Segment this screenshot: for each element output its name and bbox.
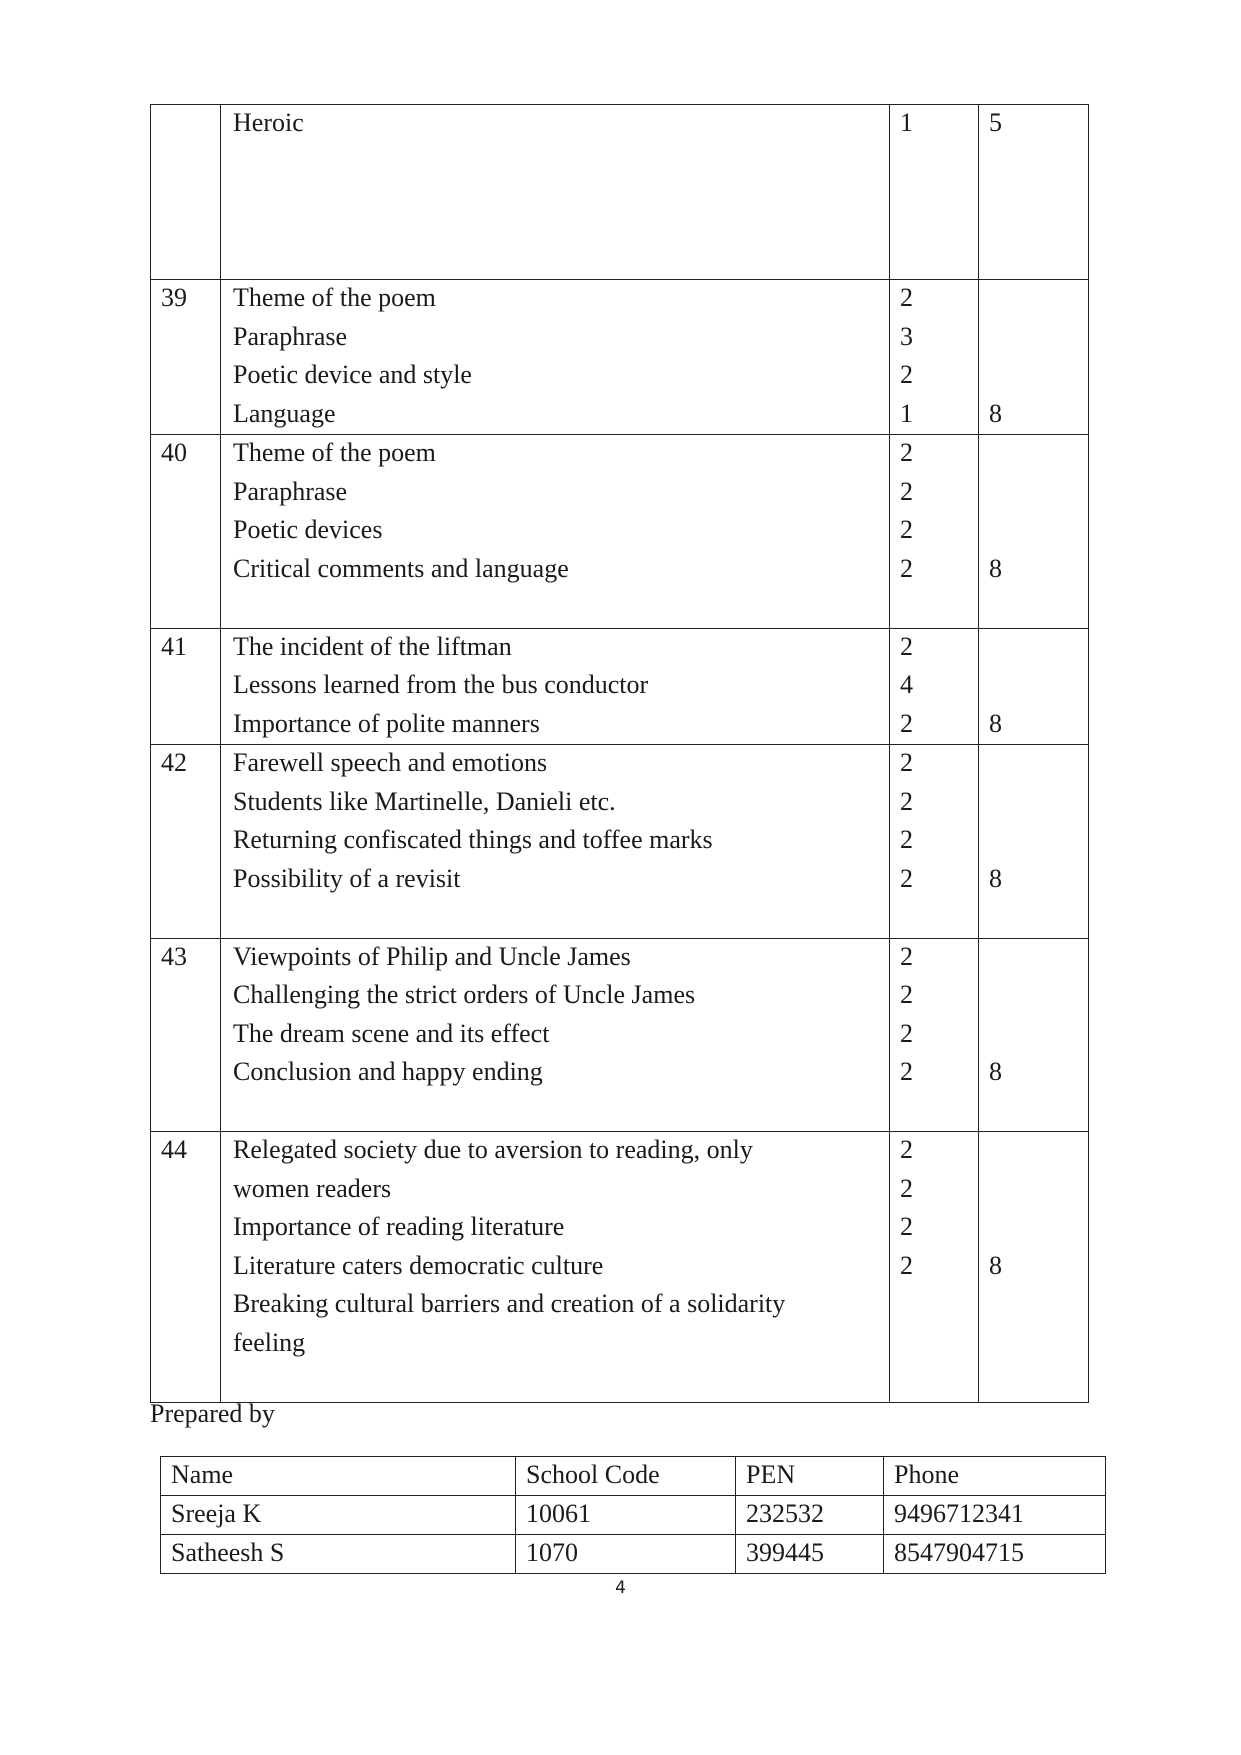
value-point: Farewell speech and emotions: [233, 748, 548, 777]
question-number-text: 41: [161, 631, 187, 661]
total-mark: [989, 822, 1088, 861]
value-point: [233, 1363, 889, 1402]
authors-header-school-code: School Code: [516, 1457, 736, 1496]
point-mark-cell: [890, 435, 979, 629]
point-mark: 2: [900, 553, 913, 583]
author-phone: 9496712341: [884, 1496, 1106, 1535]
page-number: 4: [615, 1578, 626, 1598]
total-mark: [989, 1093, 1088, 1132]
value-point: [233, 221, 889, 260]
question-number: [151, 745, 221, 939]
value-point-cell: [221, 105, 890, 280]
question-number: [151, 1132, 221, 1403]
point-mark: 2: [900, 941, 913, 971]
value-point: [233, 899, 889, 938]
total-mark: [989, 667, 1088, 706]
point-mark: [900, 1325, 978, 1364]
point-mark-cell: [890, 1132, 979, 1403]
marking-scheme-table: [150, 104, 1089, 1403]
point-mark-cell: [890, 938, 979, 1132]
point-mark: 2: [900, 631, 913, 661]
point-mark-cell: [890, 628, 979, 745]
total-mark-cell: [979, 938, 1089, 1132]
point-mark: [900, 1363, 978, 1402]
point-mark: [900, 589, 978, 628]
value-point: The dream scene and its effect: [233, 1018, 550, 1048]
question-row: [151, 435, 1089, 629]
point-mark: 2: [900, 1057, 913, 1086]
value-point-cell: [221, 280, 890, 435]
value-point: Theme of the poem: [233, 438, 436, 467]
total-mark: [989, 221, 1088, 260]
point-mark: 2: [900, 1212, 913, 1241]
point-mark: [900, 182, 978, 221]
total-mark: 8: [989, 708, 1002, 738]
point-mark: 2: [900, 786, 913, 816]
total-mark: [989, 745, 1088, 784]
point-mark: 4: [900, 670, 913, 699]
author-row: [161, 1496, 1106, 1535]
question-row: [151, 280, 1089, 435]
marking-scheme-body: [151, 105, 1089, 1403]
value-point-cell: [221, 1132, 890, 1403]
author-pen: 399445: [736, 1535, 884, 1574]
value-point-cell: [221, 745, 890, 939]
value-point-cell: [221, 938, 890, 1132]
point-mark: [900, 899, 978, 938]
total-mark: [989, 319, 1088, 358]
question-number-text: [161, 105, 220, 144]
point-mark: 2: [900, 515, 913, 544]
author-school-code: 10061: [516, 1496, 736, 1535]
value-point: Paraphrase: [233, 321, 348, 351]
total-mark: [989, 1132, 1088, 1171]
point-mark: 3: [900, 321, 913, 351]
value-point: Poetic device and style: [233, 360, 472, 389]
value-point-cell: [221, 628, 890, 745]
authors-table: [160, 1456, 1106, 1574]
value-point: Challenging the strict orders of Uncle James: [233, 980, 696, 1009]
point-mark: 2: [900, 748, 913, 777]
value-point: Importance of reading literature: [233, 1212, 565, 1241]
value-point: [233, 144, 889, 183]
value-point: Breaking cultural barriers and creation of a solidarity: [233, 1289, 786, 1318]
total-mark: [989, 357, 1088, 396]
total-mark: [989, 899, 1088, 938]
question-number: [151, 105, 221, 280]
total-mark: [989, 474, 1088, 513]
question-number-text: 39: [161, 283, 187, 312]
question-row: [151, 745, 1089, 939]
value-point: Students like Martinelle, Danieli etc.: [233, 786, 616, 816]
author-school-code: 1070: [516, 1535, 736, 1574]
total-mark: [989, 435, 1088, 474]
point-mark: 2: [900, 1250, 913, 1280]
total-mark: [989, 1363, 1088, 1402]
value-point: Viewpoints of Philip and Uncle James: [233, 941, 631, 971]
question-number-text: 42: [161, 748, 187, 777]
total-mark: 8: [989, 1250, 1002, 1280]
question-number-text: 44: [161, 1135, 187, 1164]
author-name: Sreeja K: [161, 1496, 516, 1535]
authors-header-name: Name: [161, 1457, 516, 1496]
value-point: Importance of polite manners: [233, 708, 540, 738]
author-phone: 8547904715: [884, 1535, 1106, 1574]
total-mark: [989, 589, 1088, 628]
authors-header-row: [161, 1457, 1106, 1496]
total-mark: 5: [989, 108, 1002, 137]
question-number: [151, 280, 221, 435]
total-mark: [989, 144, 1088, 183]
point-mark: 2: [900, 476, 913, 506]
point-mark: 2: [900, 360, 913, 389]
total-mark-cell: [979, 105, 1089, 280]
total-mark: [989, 1171, 1088, 1210]
value-point: Literature caters democratic culture: [233, 1250, 604, 1280]
total-mark: 8: [989, 863, 1002, 893]
question-row: [151, 1132, 1089, 1403]
point-mark: [900, 144, 978, 183]
point-mark-cell: [890, 280, 979, 435]
value-point: Critical comments and language: [233, 553, 569, 583]
point-mark: 2: [900, 283, 913, 312]
value-point: Theme of the poem: [233, 283, 436, 312]
point-mark-cell: [890, 745, 979, 939]
value-point: Language: [233, 398, 336, 428]
total-mark-cell: [979, 745, 1089, 939]
value-point: Poetic devices: [233, 515, 383, 544]
question-row: [151, 105, 1089, 280]
value-point: women readers: [233, 1173, 392, 1203]
authors-header-pen: PEN: [736, 1457, 884, 1496]
authors-header-phone: Phone: [884, 1457, 1106, 1496]
author-pen: 232532: [736, 1496, 884, 1535]
total-mark-cell: [979, 435, 1089, 629]
point-mark-cell: [890, 105, 979, 280]
question-number-text: 40: [161, 438, 187, 467]
point-mark: 2: [900, 438, 913, 467]
total-mark: [989, 512, 1088, 551]
value-point: Possibility of a revisit: [233, 863, 461, 893]
question-number: [151, 938, 221, 1132]
value-point: Relegated society due to aversion to reading, only: [233, 1135, 753, 1164]
point-mark: 2: [900, 1173, 913, 1203]
total-mark-cell: [979, 1132, 1089, 1403]
total-mark: [989, 1286, 1088, 1325]
point-mark: [900, 1093, 978, 1132]
point-mark: 1: [900, 398, 913, 428]
value-point: Lessons learned from the bus conductor: [233, 670, 649, 699]
total-mark: 8: [989, 553, 1002, 583]
point-mark: 2: [900, 1018, 913, 1048]
value-point-cell: [221, 435, 890, 629]
value-point: Heroic: [233, 108, 304, 137]
point-mark: 2: [900, 1135, 913, 1164]
point-mark: 2: [900, 980, 913, 1009]
total-mark-cell: [979, 280, 1089, 435]
total-mark: [989, 1325, 1088, 1364]
value-point: [233, 182, 889, 221]
question-number: [151, 628, 221, 745]
total-mark: [989, 629, 1088, 668]
total-mark: [989, 939, 1088, 978]
question-number: [151, 435, 221, 629]
total-mark: [989, 784, 1088, 823]
value-point: Paraphrase: [233, 476, 348, 506]
prepared-by-label: Prepared by: [150, 1399, 275, 1428]
point-mark: 1: [900, 108, 913, 137]
point-mark: 2: [900, 825, 913, 854]
question-number-text: 43: [161, 941, 187, 971]
total-mark: 8: [989, 1057, 1002, 1086]
point-mark: 2: [900, 863, 913, 893]
point-mark: 2: [900, 708, 913, 738]
value-point: Conclusion and happy ending: [233, 1057, 543, 1086]
total-mark: [989, 1209, 1088, 1248]
total-mark: [989, 977, 1088, 1016]
total-mark-cell: [979, 628, 1089, 745]
value-point: [233, 589, 889, 628]
question-row: [151, 938, 1089, 1132]
value-point: Returning confiscated things and toffee marks: [233, 825, 713, 854]
author-row: [161, 1535, 1106, 1574]
question-row: [151, 628, 1089, 745]
value-point: [233, 1093, 889, 1132]
point-mark: [900, 1286, 978, 1325]
author-name: Satheesh S: [161, 1535, 516, 1574]
total-mark: [989, 280, 1088, 319]
value-point: The incident of the liftman: [233, 631, 512, 661]
point-mark: [900, 221, 978, 260]
value-point: feeling: [233, 1327, 306, 1357]
total-mark: [989, 1016, 1088, 1055]
total-mark: 8: [989, 398, 1002, 428]
total-mark: [989, 182, 1088, 221]
